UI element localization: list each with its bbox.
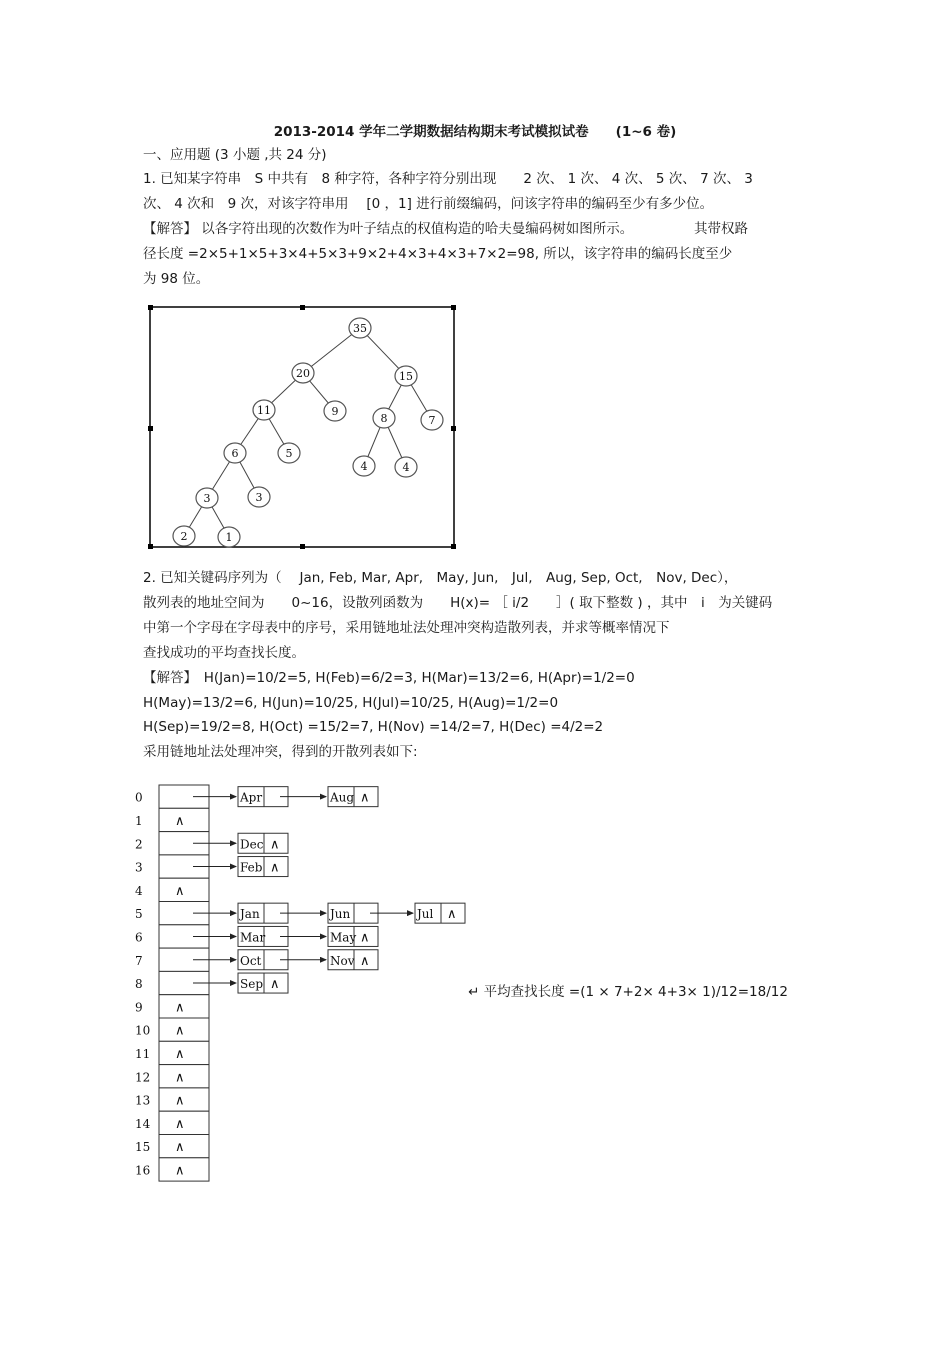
null-pointer: ∧ [360, 790, 370, 806]
null-pointer: ∧ [270, 860, 280, 876]
null-pointer: ∧ [175, 1070, 185, 1086]
average-search-length: ↵ 平均查找长度 =(1 × 7+2× 4+3× 1)/12=18/12 [468, 984, 788, 1000]
tree-node: 5 [285, 447, 293, 460]
tree-node: 9 [331, 405, 339, 418]
q2-text-line2: 散列表的地址空间为 0~16，设散列函数为 H(x)= ［ i/2 ］( 取下整数 ) ，其中 i 为关键码 [143, 595, 773, 611]
hash-index-label: 6 [135, 930, 143, 945]
section-heading: 一、应用题 (3 小题 ,共 24 分) [143, 147, 327, 163]
chain-node-key: Aug [330, 790, 355, 805]
hash-index-label: 5 [135, 907, 143, 922]
hash-index-label: 7 [135, 953, 143, 968]
hash-index-label: 14 [135, 1116, 151, 1131]
chain-node-key: Feb [240, 860, 263, 875]
null-pointer: ∧ [175, 1116, 185, 1132]
tree-node: 15 [399, 370, 413, 383]
chain-node-key: Sep [240, 977, 264, 992]
q1-answer-line2: 径长度 =2×5+1×5+3×4+5×3+9×2+4×3+4×3+7×2=98, 所以，该字符串的编码长度至少 [143, 246, 733, 262]
hash-index-label: 8 [135, 977, 143, 992]
tree-node: 3 [203, 492, 211, 505]
hash-index-label: 11 [135, 1046, 151, 1061]
q1-answer-line1: 【解答】 以各字符出现的次数作为叶子结点的权值构造的哈夫曼编码树如图所示。 其带权路 [143, 221, 749, 237]
tree-node: 8 [380, 412, 388, 425]
null-pointer: ∧ [175, 1023, 185, 1039]
chain-node-key: Dec [240, 837, 264, 852]
null-pointer: ∧ [175, 1000, 185, 1016]
tree-node: 2 [180, 530, 188, 543]
tree-node: 11 [257, 404, 271, 417]
tree-node: 4 [360, 460, 368, 473]
null-pointer: ∧ [175, 1046, 185, 1062]
hash-index-label: 13 [135, 1093, 151, 1108]
tree-node: 1 [225, 531, 233, 544]
hash-index-label: 0 [135, 790, 143, 805]
q2-answer-line1: 【解答】 H(Jan)=10/2=5, H(Feb)=6/2=3, H(Mar)=13/2=6, H(Apr)=1/2=0 [143, 670, 635, 686]
hash-index-label: 2 [135, 837, 143, 852]
chain-node-key: Jun [330, 907, 351, 922]
chain-node-key: Mar [240, 930, 266, 945]
q2-text-line4: 查找成功的平均查找长度。 [143, 645, 305, 661]
null-pointer: ∧ [175, 1093, 185, 1109]
hash-index-label: 4 [135, 883, 143, 898]
tree-node: 7 [428, 414, 436, 427]
chain-node-key: Nov [330, 953, 355, 968]
hash-index-label: 16 [135, 1163, 151, 1178]
q1-text-line1: 1. 已知某字符串 S 中共有 8 种字符，各种字符分别出现 2 次、 1 次、 4 次、 5 次、 7 次、 3 [143, 171, 753, 187]
q2-text-line3: 中第一个字母在字母表中的序号，采用链地址法处理冲突构造散列表，并求等概率情况下 [143, 620, 670, 636]
null-pointer: ∧ [175, 1140, 185, 1156]
q1-answer-line3: 为 98 位。 [143, 271, 210, 287]
hash-index-label: 9 [135, 1000, 143, 1015]
exam-title: 2013-2014 学年二学期数据结构期末考试模拟试卷 (1~6 卷) [273, 124, 677, 140]
tree-node: 3 [255, 491, 263, 504]
huffman-tree-figure [148, 305, 456, 549]
null-pointer: ∧ [270, 837, 280, 853]
q2-text-line1: 2. 已知关键码序列为（ Jan, Feb, Mar, Apr, May, Jun, Jul, Aug, Sep, Oct, Nov, Dec）， [143, 570, 738, 586]
chain-node-key: Oct [240, 953, 262, 968]
hash-index-label: 1 [135, 813, 143, 828]
hash-index-label: 10 [135, 1023, 151, 1038]
q2-answer-line4: 采用链地址法处理冲突，得到的开散列表如下: [143, 744, 418, 760]
null-pointer: ∧ [360, 930, 370, 946]
null-pointer: ∧ [447, 907, 457, 923]
null-pointer: ∧ [270, 977, 280, 993]
null-pointer: ∧ [360, 953, 370, 969]
chain-node-key: Jan [240, 907, 260, 922]
null-pointer: ∧ [175, 1163, 185, 1179]
tree-node: 6 [231, 447, 239, 460]
hash-index-label: 3 [135, 860, 143, 875]
null-pointer: ∧ [175, 813, 185, 829]
q2-answer-line3: H(Sep)=19/2=8, H(Oct) =15/2=7, H(Nov) =14/2=7, H(Dec) =4/2=2 [143, 719, 604, 735]
tree-node: 20 [296, 367, 310, 380]
hash-table-figure [128, 775, 488, 1195]
q2-answer-line2: H(May)=13/2=6, H(Jun)=10/25, H(Jul)=10/25, H(Aug)=1/2=0 [143, 695, 559, 711]
chain-node-key: Jul [417, 907, 434, 922]
tree-node: 4 [402, 461, 410, 474]
chain-node-key: May [330, 930, 357, 945]
null-pointer: ∧ [175, 883, 185, 899]
hash-index-label: 12 [135, 1070, 151, 1085]
tree-node: 35 [353, 322, 367, 335]
hash-index-label: 15 [135, 1140, 151, 1155]
chain-node-key: Apr [240, 790, 263, 805]
q1-text-line2: 次、 4 次和 9 次，对该字符串用 [0 ，1] 进行前缀编码，问该字符串的编码至少有多少位。 [143, 196, 714, 212]
